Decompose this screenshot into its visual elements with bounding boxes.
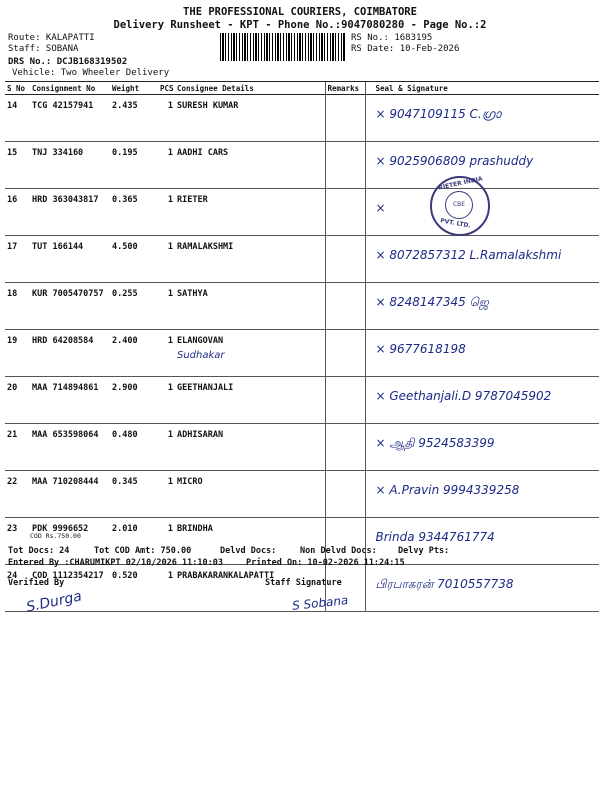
non-delivered-docs: Non Delvd Docs:	[300, 546, 377, 556]
handwritten-note: Sudhakar	[177, 350, 225, 361]
cell-consignee: ADHISARAN	[175, 424, 325, 471]
recipient-signature: × 9047109115 C.ഗ്രാ	[375, 107, 501, 121]
cell-pcs: 1	[158, 95, 175, 142]
cod-note: COD Rs.750.00	[30, 532, 81, 540]
staff-handwritten-signature: S Sobana	[291, 593, 349, 613]
cell-seal-signature	[365, 565, 599, 612]
table-row	[5, 471, 599, 518]
cell-sno: 19	[5, 330, 30, 377]
cell-consignment-no: MAA 710208444	[30, 471, 110, 518]
table-header-row	[5, 82, 599, 95]
cell-remarks	[325, 283, 365, 330]
cell-seal-signature	[365, 95, 599, 142]
cell-pcs: 1	[158, 518, 175, 565]
cell-weight: 2.400	[110, 330, 158, 377]
cell-seal-signature	[365, 236, 599, 283]
cell-pcs: 1	[158, 424, 175, 471]
cell-pcs: 1	[158, 377, 175, 424]
table-row	[5, 95, 599, 142]
recipient-signature: × A.Pravin 9994339258	[375, 483, 520, 497]
stamp-bottom-text: PVT. LTD.	[439, 217, 472, 230]
stamp-center-text: CBE	[445, 191, 473, 219]
recipient-signature: × 9025906809 prashuddy	[375, 154, 534, 168]
runsheet-table	[5, 81, 599, 612]
cell-weight: 2.435	[110, 95, 158, 142]
rs-number: RS No.: 1683195	[351, 33, 433, 43]
cell-pcs: 1	[158, 471, 175, 518]
recipient-signature: × 9677618198	[375, 342, 466, 356]
cell-sno: 20	[5, 377, 30, 424]
cell-seal-signature	[365, 471, 599, 518]
cell-remarks	[325, 377, 365, 424]
route-label: Route: KALAPATTI	[8, 33, 95, 43]
recipient-signature: × 8248147345 ஜெ	[375, 295, 489, 309]
cell-consignment-no: KUR 7005470757	[30, 283, 110, 330]
cell-consignment-no: MAA 653598064	[30, 424, 110, 471]
cell-consignee: RAMALAKSHMI	[175, 236, 325, 283]
total-cod-amount: Tot COD Amt: 750.00	[94, 546, 192, 556]
cell-remarks	[325, 95, 365, 142]
cell-weight: 0.195	[110, 142, 158, 189]
recipient-signature: × 8072857312 L.Ramalakshmi	[375, 248, 562, 262]
cell-pcs: 1	[158, 189, 175, 236]
col-pcs: PCS	[160, 83, 174, 93]
delivery-points: Delvy Pts:	[398, 546, 450, 556]
cell-sno: 21	[5, 424, 30, 471]
cell-weight: 2.900	[110, 377, 158, 424]
cell-weight: 4.500	[110, 236, 158, 283]
verified-by-label: Verified By	[8, 578, 65, 588]
cell-consignment-no: TUT 166144	[30, 236, 110, 283]
table-row	[5, 377, 599, 424]
cell-sno: 16	[5, 189, 30, 236]
cell-consignee: AADHI CARS	[175, 142, 325, 189]
cell-consignee: GEETHANJALI	[175, 377, 325, 424]
staff-label: Staff: SOBANA	[8, 44, 79, 54]
cell-weight: 2.010	[110, 518, 158, 565]
barcode	[220, 33, 345, 61]
cell-sno: 17	[5, 236, 30, 283]
cell-consignment-no: HRD 363043817	[30, 189, 110, 236]
total-docs: Tot Docs: 24	[8, 546, 70, 556]
recipient-signature: × Geethanjali.D 9787045902	[375, 389, 552, 403]
cell-remarks	[325, 330, 365, 377]
recipient-signature: பிரபாகரன் 7010557738	[375, 577, 514, 591]
cell-seal-signature	[365, 424, 599, 471]
col-remarks: Remarks	[325, 82, 365, 95]
cell-seal-signature	[365, 283, 599, 330]
company-title: THE PROFESSIONAL COURIERS, COIMBATORE	[183, 6, 417, 18]
cell-seal-signature	[365, 330, 599, 377]
cell-consignment-no: TCG 42157941	[30, 95, 110, 142]
cell-consignment-no: HRD 64208584	[30, 330, 110, 377]
cell-weight: 0.520	[110, 565, 158, 612]
cell-weight: 0.480	[110, 424, 158, 471]
cell-sno: 18	[5, 283, 30, 330]
table-row	[5, 283, 599, 330]
stamp-top-text: RIETER INDIA	[437, 175, 484, 192]
col-consignee: Consignee Details	[175, 82, 325, 95]
col-weight: Weight	[110, 82, 158, 95]
cell-seal-signature	[365, 377, 599, 424]
company-seal-stamp	[430, 176, 490, 236]
cell-pcs: 1	[158, 236, 175, 283]
cell-consignee: SATHYA	[175, 283, 325, 330]
rs-date: RS Date: 10-Feb-2026	[351, 44, 460, 54]
recipient-signature: ×	[375, 201, 386, 215]
cell-consignee: RIETER	[175, 189, 325, 236]
table-row	[5, 330, 599, 377]
cell-consignee: SURESH KUMAR	[175, 95, 325, 142]
vehicle-label: Vehicle: Two Wheeler Delivery	[12, 68, 170, 78]
cell-sno: 23	[5, 518, 30, 565]
col-consignment: Consignment No	[30, 82, 110, 95]
cell-sno: 22	[5, 471, 30, 518]
cell-consignee: BRINDHA	[175, 518, 325, 565]
delivered-docs: Delvd Docs:	[220, 546, 277, 556]
cell-remarks	[325, 236, 365, 283]
recipient-signature: × ஆதி 9524583399	[375, 436, 495, 450]
cell-remarks	[325, 471, 365, 518]
cell-pcs: 1	[158, 330, 175, 377]
col-seal: Seal & Signature	[365, 82, 599, 95]
cell-remarks	[325, 424, 365, 471]
runsheet-title: Delivery Runsheet - KPT - Phone No.:9047080280 - Page No.:2	[113, 19, 487, 31]
cell-weight: 0.345	[110, 471, 158, 518]
staff-signature-label: Staff Signature	[265, 578, 342, 588]
cell-pcs: 1	[158, 565, 175, 612]
table-row	[5, 236, 599, 283]
verified-signature: S.Durga	[24, 588, 84, 616]
table-row	[5, 142, 599, 189]
cell-sno: 15	[5, 142, 30, 189]
cell-consignee: ELANGOVAN Sudhakar	[175, 330, 325, 377]
recipient-signature: Brinda 9344761774	[375, 530, 495, 544]
cell-remarks	[325, 142, 365, 189]
table-row	[5, 189, 599, 236]
cell-consignee: PRABAKARANKALAPATTI	[175, 565, 325, 612]
entered-by: Entered By :CHARUMIKPT 02/10/2026 11:10:03	[8, 558, 223, 568]
cell-consignment-no: PDK 9996652	[30, 518, 110, 565]
col-sno: S No	[5, 82, 30, 95]
cell-sno: 14	[5, 95, 30, 142]
cell-sno: 24	[5, 565, 30, 612]
cell-consignee: MICRO	[175, 471, 325, 518]
printed-on: Printed On: 10-02-2026 11:24:15	[246, 558, 405, 568]
cell-remarks	[325, 189, 365, 236]
cell-consignment-no: TNJ 334160	[30, 142, 110, 189]
drs-number: DRS No.: DCJB168319502	[8, 57, 128, 67]
cell-pcs: 1	[158, 283, 175, 330]
cell-weight: 0.255	[110, 283, 158, 330]
cell-consignment-no: MAA 714894861	[30, 377, 110, 424]
cell-weight: 0.365	[110, 189, 158, 236]
cell-consignment-no: COD 1112354217	[30, 565, 110, 612]
cell-pcs: 1	[158, 142, 175, 189]
table-row	[5, 424, 599, 471]
